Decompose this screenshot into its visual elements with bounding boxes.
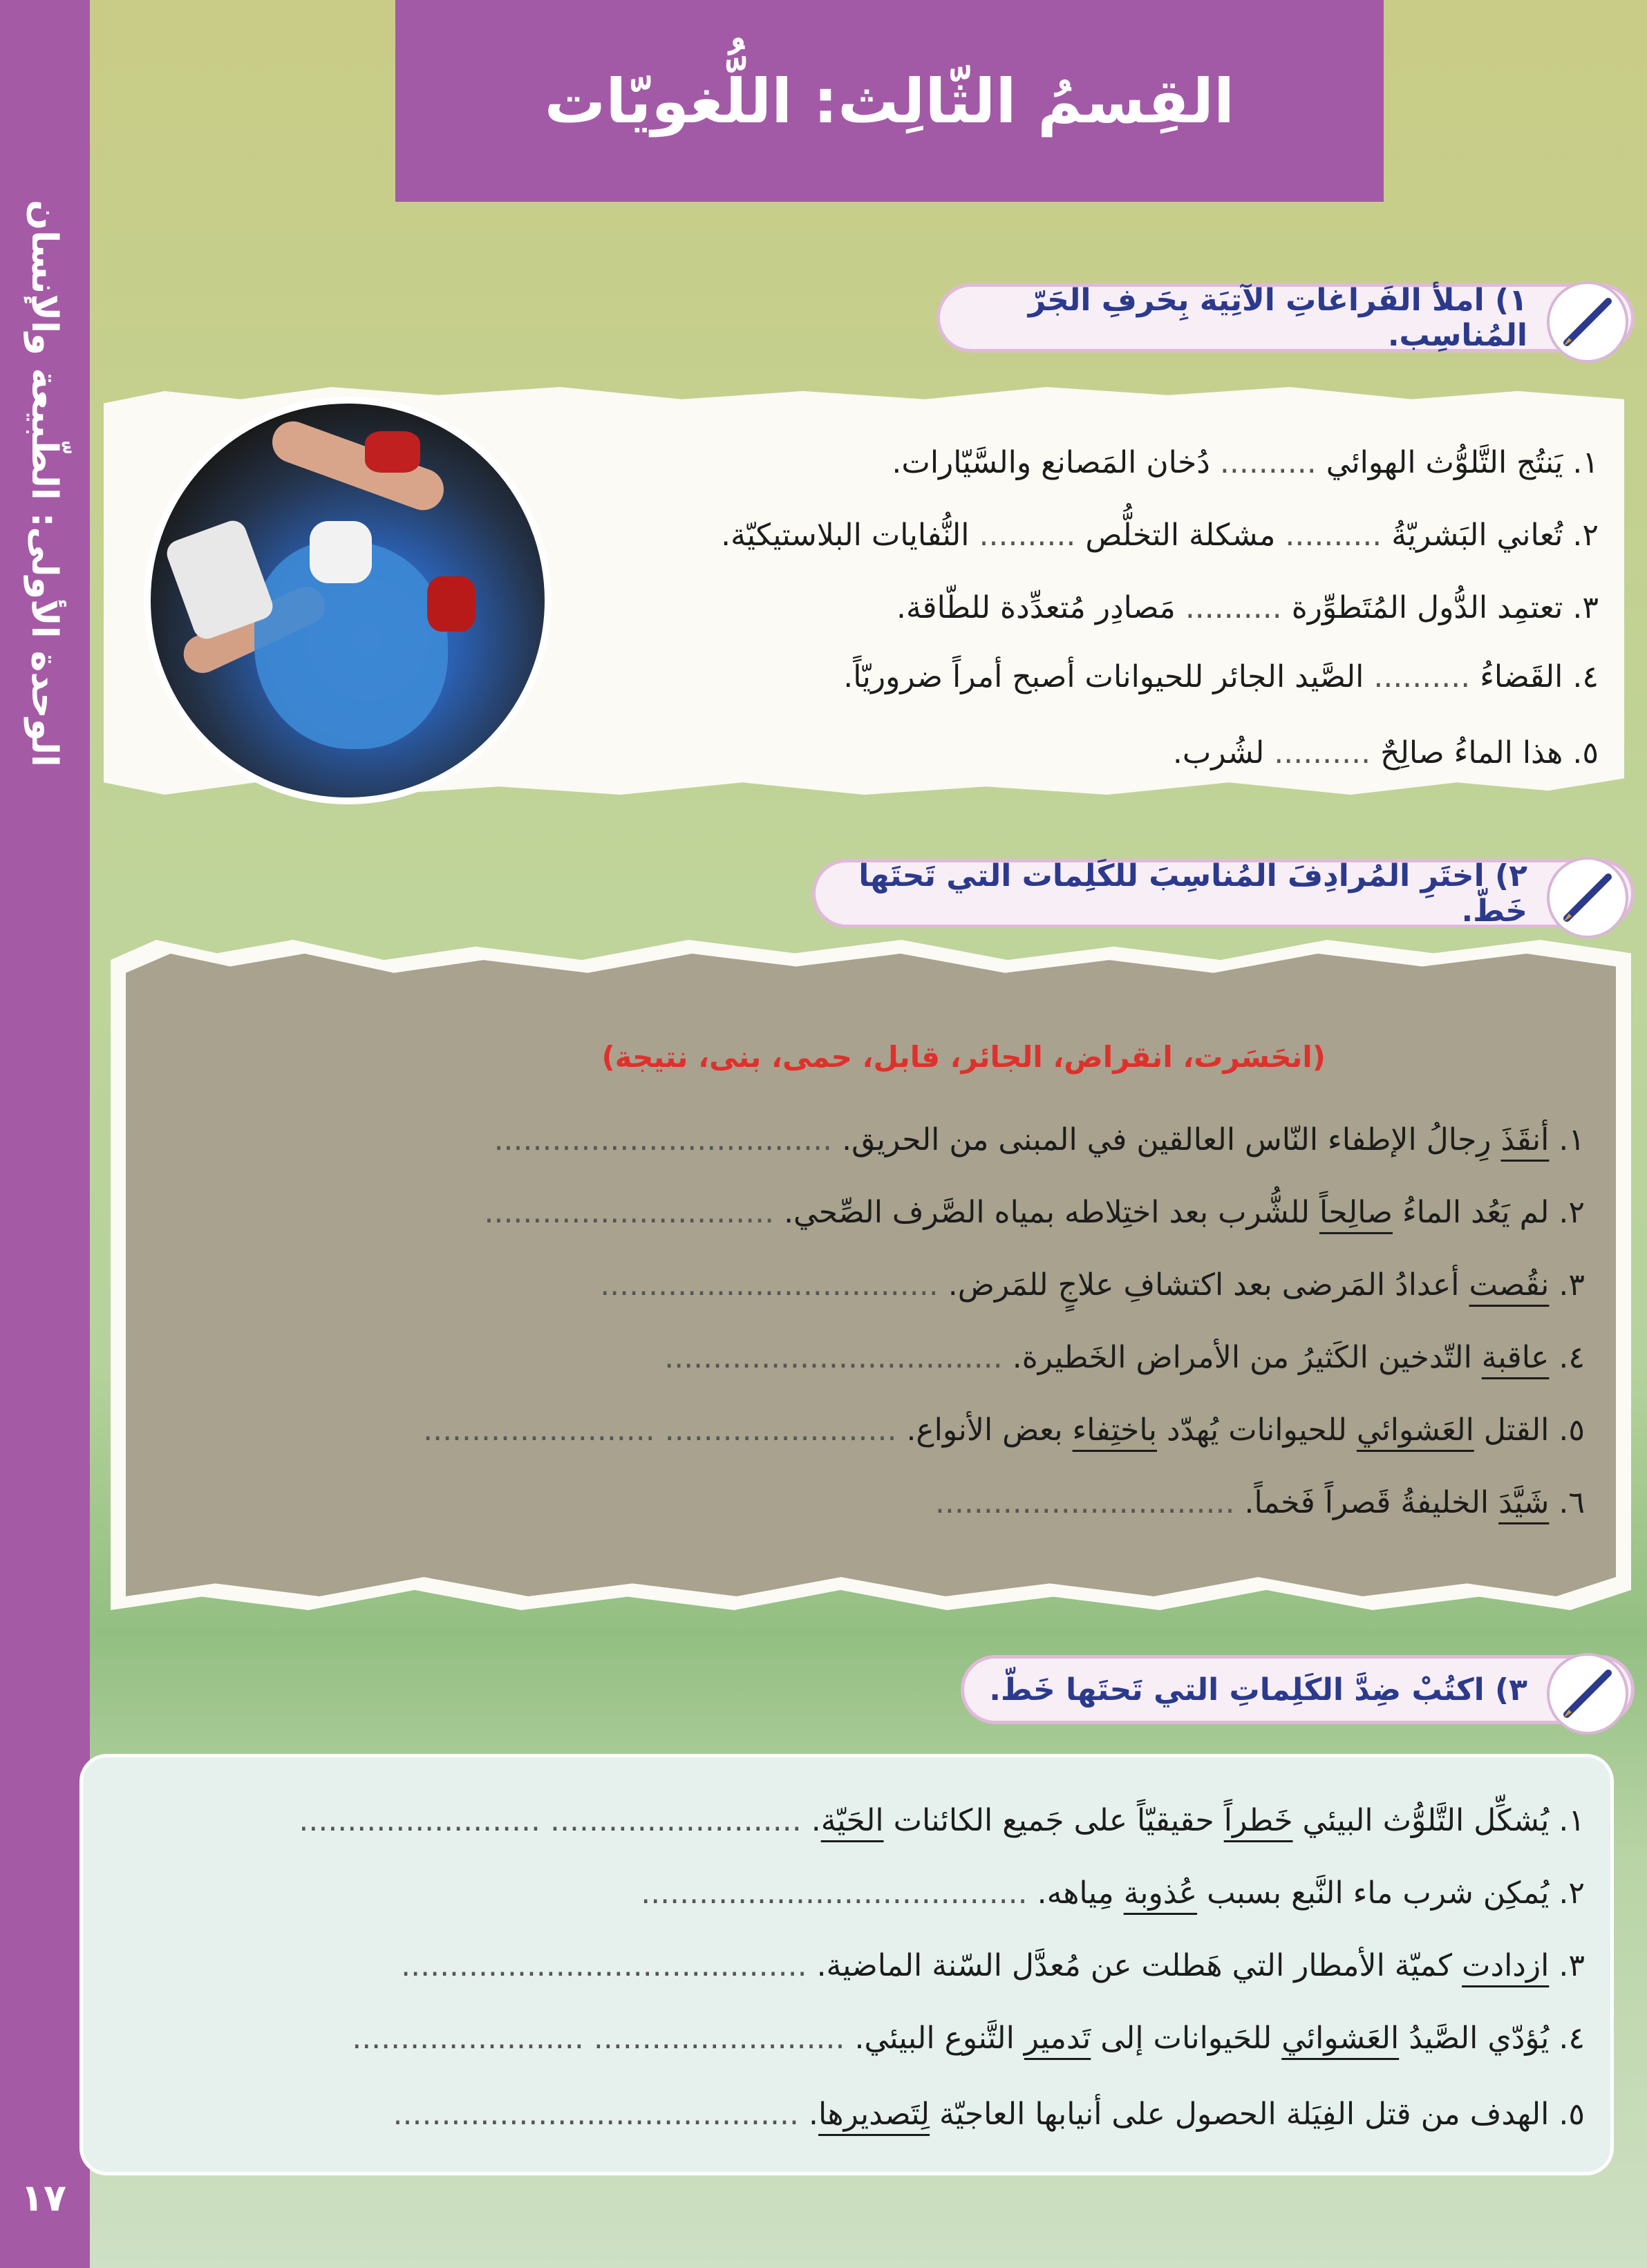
item-text: أعدادُ المَرضى بعد اكتشافِ علاجٍ للمَرض. [948, 1267, 1469, 1303]
item-number: ٣. [1559, 1948, 1585, 1983]
answer-field[interactable]: ........................ [423, 1412, 655, 1448]
blank-field[interactable]: .......... [1219, 445, 1317, 480]
item-text: للحَيوانات إلى [1091, 2021, 1282, 2056]
item-text: كميّة الأمطار التي هَطلت عن مُعدَّل السّنة الماضية. [816, 1948, 1462, 1983]
item-text: . [808, 2097, 818, 2132]
item-number: ٤. [1559, 2021, 1585, 2056]
item-text: القَضاءُ [1480, 659, 1563, 694]
underlined-word: تَدمير [1024, 2021, 1091, 2056]
item-text: تُعاني البَشريّةُ [1391, 518, 1563, 553]
item-text: للحيوانات يُهدّد [1157, 1412, 1357, 1448]
page-title: القِسمُ الثّالِث: اللُّغويّات [544, 65, 1235, 137]
item-number: ٣. [1572, 590, 1599, 625]
item-text: الخليفةُ قَصراً فَخماً. [1244, 1485, 1499, 1520]
item-text: لشُرب. [1172, 735, 1265, 771]
list-item [393, 2094, 1585, 2135]
item-number: ٦. [1559, 1485, 1585, 1520]
answer-field[interactable]: .......................................... [401, 1948, 807, 1983]
item-text: دُخان المَصانع والسَّيّارات. [892, 445, 1210, 480]
answer-field[interactable]: .......................................... [393, 2097, 799, 2132]
item-text: لم يَعُد الماءُ [1392, 1195, 1550, 1230]
blank-field[interactable]: .......... [1274, 735, 1371, 771]
underlined-word: باختِفاء [1072, 1412, 1158, 1448]
underlined-word: ازدادت [1462, 1948, 1550, 1983]
section3-heading-text: ٣) اكتُبْ ضِدَّ الكَلِماتِ التي تَحتَها خَطّ. [989, 1672, 1527, 1708]
item-text: . [811, 1803, 821, 1838]
answer-field[interactable]: ........................ [664, 1412, 897, 1448]
item-text: التّدخين الكَثيرُ من الأمراض الخَطيرة. [1012, 1340, 1482, 1375]
underlined-word: أنقَذَ [1500, 1122, 1550, 1157]
item-number: ٥. [1559, 2097, 1585, 2132]
section2-heading-text: ٢) اختَرِ المُرادِفَ المُناسِبَ للكَلِمات التي تَحتَها خَطّ. [858, 858, 1527, 929]
list-item [641, 1873, 1585, 1914]
underlined-word: شَيَّدَ [1498, 1485, 1550, 1520]
underlined-word: نقُصت [1469, 1267, 1550, 1303]
item-text: يُشكِّل التَّلوُّث البيئي [1292, 1803, 1550, 1838]
item-number: ٣. [1559, 1267, 1585, 1303]
blank-field[interactable]: .......... [979, 518, 1076, 553]
answer-field[interactable]: .............................. [484, 1195, 775, 1230]
item-number: ٥. [1572, 735, 1599, 771]
list-item [299, 1800, 1585, 1842]
blank-field[interactable]: .......... [1373, 659, 1471, 694]
blank-field[interactable]: .......... [1185, 590, 1282, 625]
underlined-word: عاقبة [1481, 1340, 1550, 1375]
answer-field[interactable]: ........................................ [641, 1875, 1028, 1911]
item-text: مشكلة التخلُّص [1085, 518, 1276, 553]
answer-field[interactable]: ......................... [299, 1803, 541, 1838]
answer-field[interactable]: ................................... [493, 1122, 833, 1157]
item-text: النُّفايات البلاستيكيّة. [721, 518, 970, 553]
item-text: يَنتُج التَّلوُّث الهوائي [1326, 445, 1563, 480]
section1-heading-text: ١) املأ الفَراغاتِ الآتِيَة بِحَرفِ الجَرّ المُناسِب. [1028, 283, 1527, 353]
list-item [352, 2018, 1585, 2059]
word-bank: (انحَسَرت، انقراض، الجائر، قابل، حمى، بنى، نتيجة) [601, 1040, 1326, 1074]
underlined-word: صالِحاً [1319, 1195, 1393, 1230]
unit-title: الوحدة الأولى: الطّبيعة والإنسان [23, 200, 65, 767]
item-text: بعض الأنواع. [906, 1412, 1073, 1448]
item-number: ٢. [1559, 1195, 1585, 1230]
answer-field[interactable]: .......................... [550, 1803, 802, 1838]
answer-field[interactable]: .......................... [593, 2021, 845, 2056]
item-text: للشُّرب بعد اختِلاطه بمياه الصَّرف الصِّحي. [784, 1195, 1319, 1230]
item-text: القتل [1474, 1412, 1550, 1448]
item-text: تعتمِد الدُّول المُتَطوِّرة [1291, 590, 1563, 625]
answer-field[interactable]: ................................... [600, 1267, 939, 1303]
answer-field[interactable]: ........................ [352, 2021, 584, 2056]
item-number: ٤. [1559, 1340, 1585, 1375]
underlined-word: عُذوبة [1123, 1875, 1198, 1911]
item-number: ١. [1559, 1803, 1585, 1838]
item-number: ٤. [1572, 659, 1599, 694]
item-text: هذا الماءُ صالِحٌ [1380, 735, 1563, 771]
item-number: ٥. [1559, 1412, 1585, 1448]
underlined-word: الحَيّة [820, 1803, 884, 1838]
list-item [401, 1945, 1585, 1987]
item-text: الهدف من قتل الفِيَلة الحصول على أنيابها العاجيّة [930, 2097, 1550, 2132]
underlined-word: لِتَصديرها [818, 2097, 930, 2132]
item-text: مَصادِر مُتعدِّدة للطّاقة. [896, 590, 1176, 625]
item-text: يُؤدّي الصَّيدُ [1399, 2021, 1550, 2056]
item-text: الصَّيد الجائر للحيوانات أصبح أمراً ضروريّاً. [843, 659, 1364, 694]
underlined-word: العَشوائي [1356, 1412, 1474, 1448]
item-text: يُمكِن شرب ماء النَّبع بسبب [1197, 1875, 1550, 1911]
item-number: ١. [1572, 445, 1599, 480]
answer-field[interactable]: ............................... [934, 1485, 1235, 1520]
item-text: التَّنوع البيئي. [854, 2021, 1024, 2056]
item-text: مِياهه. [1037, 1875, 1124, 1911]
underlined-word: خَطراً [1223, 1803, 1293, 1838]
item-number: ٢. [1559, 1875, 1585, 1911]
item-text: حقيقيّاً على جَميع الكائنات [883, 1803, 1224, 1838]
underlined-word: العَشوائي [1281, 2021, 1400, 2056]
item-text: رِجالُ الإطفاء النّاس العالقين في المبنى من الحريق. [842, 1122, 1501, 1157]
page-number: ١٧ [21, 2176, 66, 2220]
item-number: ٢. [1572, 518, 1599, 553]
answer-field[interactable]: ................................... [664, 1340, 1003, 1375]
item-number: ١. [1559, 1122, 1585, 1157]
blank-field[interactable]: .......... [1285, 518, 1382, 553]
